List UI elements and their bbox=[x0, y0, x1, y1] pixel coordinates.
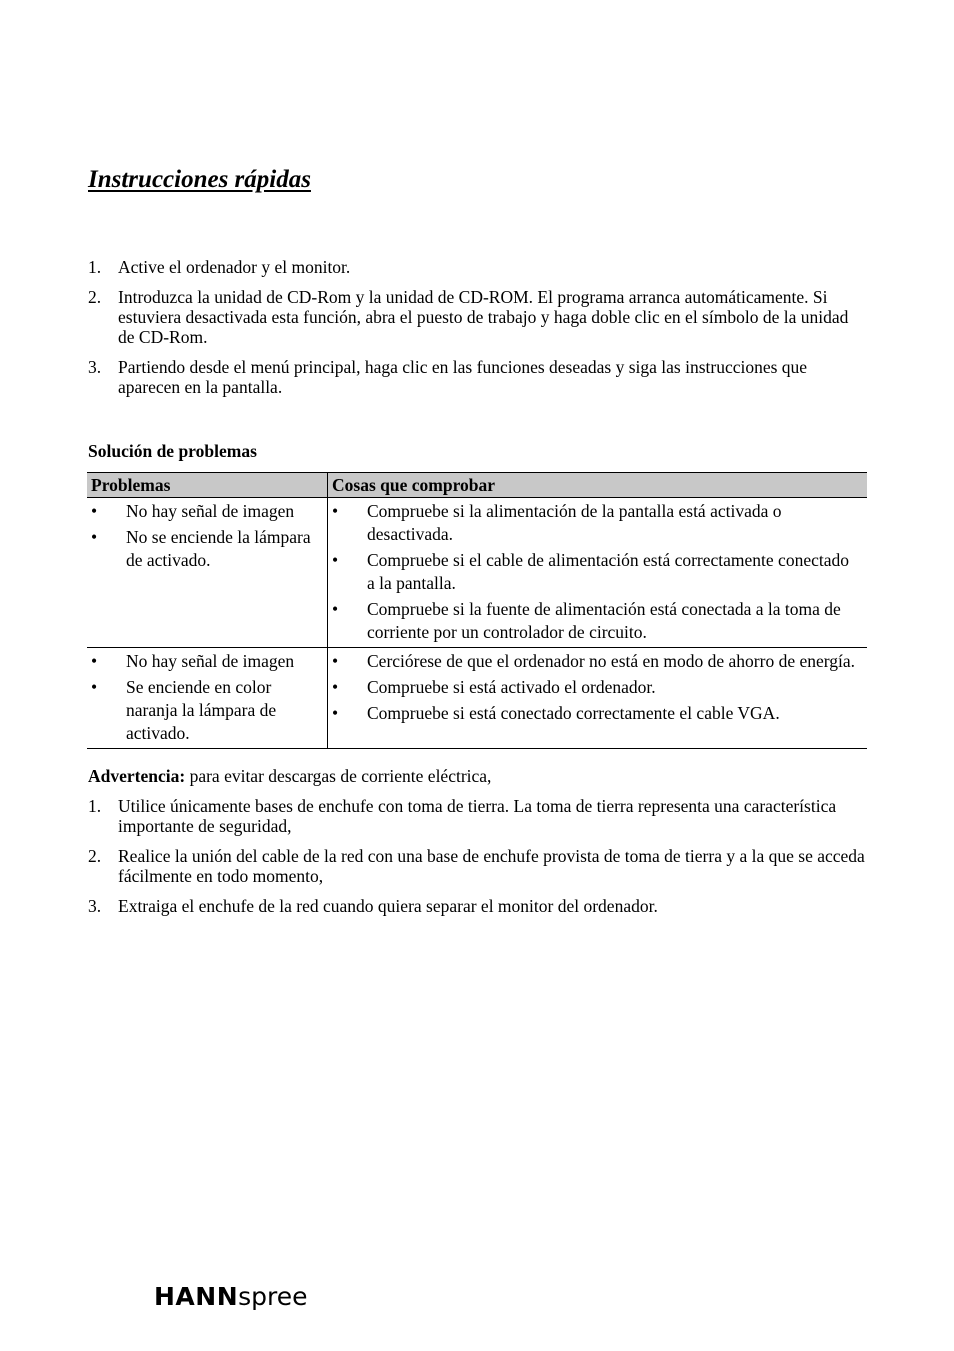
list-item bbox=[328, 676, 867, 699]
check-text: Compruebe si la alimentación de la pantalla está activada o desactivada. bbox=[367, 501, 782, 544]
list-text: Partiendo desde el menú principal, haga clic en las funciones deseadas y siga las instrucciones que aparecen en la pantalla. bbox=[118, 357, 808, 397]
list-number: 3. bbox=[88, 357, 102, 377]
list-number: 1. bbox=[88, 257, 102, 277]
list-item bbox=[328, 549, 867, 595]
list-item bbox=[88, 896, 868, 916]
list-number: 2. bbox=[88, 846, 102, 866]
problems-list bbox=[87, 500, 327, 572]
check-text: Compruebe si está activado el ordenador. bbox=[367, 677, 656, 697]
problem-text: No hay señal de imagen bbox=[126, 651, 295, 671]
bullet: • bbox=[332, 677, 339, 697]
table-row bbox=[87, 648, 867, 749]
list-item bbox=[328, 598, 867, 644]
list-item bbox=[87, 650, 327, 673]
column-header-problems: Problemas bbox=[87, 473, 328, 498]
bullet: • bbox=[332, 501, 339, 521]
list-item bbox=[328, 650, 867, 673]
list-text: Active el ordenador y el monitor. bbox=[118, 257, 351, 277]
list-item bbox=[87, 526, 327, 572]
check-text: Cerciórese de que el ordenador no está en modo de ahorro de energía. bbox=[367, 651, 856, 671]
bullet: • bbox=[91, 501, 98, 521]
problems-cell bbox=[87, 648, 328, 749]
page-title: Instrucciones rápidas bbox=[88, 166, 311, 193]
bullet: • bbox=[91, 651, 98, 671]
list-text: Utilice únicamente bases de enchufe con toma de tierra. La toma de tierra representa una característica importante de seguridad, bbox=[118, 796, 837, 836]
warning-list bbox=[88, 796, 868, 926]
bullet: • bbox=[91, 527, 98, 547]
check-text: Compruebe si el cable de alimentación está correctamente conectado a la pantalla. bbox=[367, 550, 849, 593]
bullet: • bbox=[332, 550, 339, 570]
hannspree-logo bbox=[154, 1281, 308, 1313]
list-text: Introduzca la unidad de CD-Rom y la unidad de CD-ROM. El programa arranca automáticamente. Si estuviera desactivada esta función, abra el puesto de trabajo y haga doble clic en el símbolo de la unidad de CD-Rom. bbox=[118, 287, 849, 347]
problem-text: No hay señal de imagen bbox=[126, 501, 295, 521]
logo-light-part: spree bbox=[238, 1282, 308, 1311]
checks-list bbox=[328, 650, 867, 725]
problem-text: Se enciende en color naranja la lámpara de activado. bbox=[126, 677, 277, 743]
list-number: 3. bbox=[88, 896, 102, 916]
problems-cell bbox=[87, 498, 328, 648]
troubleshooting-table bbox=[87, 472, 867, 749]
list-text: Extraiga el enchufe de la red cuando quiera separar el monitor del ordenador. bbox=[118, 896, 658, 916]
problem-text: No se enciende la lámpara de activado. bbox=[126, 527, 311, 570]
bullet: • bbox=[91, 677, 98, 697]
checks-cell bbox=[328, 498, 868, 648]
column-header-checks: Cosas que comprobar bbox=[328, 473, 868, 498]
list-item bbox=[88, 287, 868, 347]
list-number: 2. bbox=[88, 287, 102, 307]
bullet: • bbox=[332, 651, 339, 671]
list-number: 1. bbox=[88, 796, 102, 816]
quick-steps-list bbox=[88, 257, 868, 397]
list-text: Realice la unión del cable de la red con una base de enchufe provista de toma de tierra y a la que se acceda fácilmente en todo momento, bbox=[118, 846, 865, 886]
checks-cell bbox=[328, 648, 868, 749]
list-item bbox=[88, 357, 868, 397]
check-text: Compruebe si la fuente de alimentación está conectada a la toma de corriente por un controlador de circuito. bbox=[367, 599, 841, 642]
troubleshooting-heading: Solución de problemas bbox=[88, 441, 257, 461]
list-item bbox=[88, 257, 868, 277]
list-item bbox=[88, 846, 868, 886]
warning-paragraph bbox=[88, 765, 491, 787]
logo-bold-part: HANN bbox=[154, 1282, 239, 1311]
warning-text: para evitar descargas de corriente eléctrica, bbox=[185, 766, 492, 786]
list-item bbox=[328, 500, 867, 546]
checks-list bbox=[328, 500, 867, 644]
table-header-row bbox=[87, 473, 867, 498]
table-row bbox=[87, 498, 867, 648]
bullet: • bbox=[332, 703, 339, 723]
list-item bbox=[87, 676, 327, 745]
warning-label: Advertencia: bbox=[88, 766, 186, 786]
list-item bbox=[328, 702, 867, 725]
check-text: Compruebe si está conectado correctamente el cable VGA. bbox=[367, 703, 780, 723]
list-item bbox=[87, 500, 327, 523]
list-item bbox=[88, 796, 868, 836]
bullet: • bbox=[332, 599, 339, 619]
problems-list bbox=[87, 650, 327, 745]
